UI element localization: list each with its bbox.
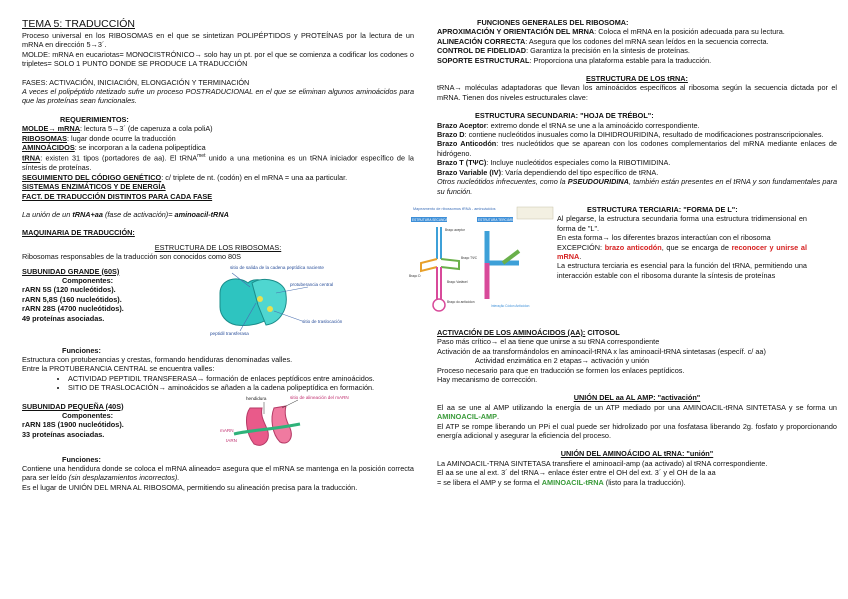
small-functions-label: Funciones: [62, 454, 101, 464]
label-cleft: hendidura [246, 395, 267, 401]
peptidyl-site-dot [257, 296, 263, 302]
large-subunit-diagram [190, 265, 390, 337]
large-func-bullet-2: • SITIO DE TRASLOCACIÓN→ aminoácidos se añaden a la cadena polipeptídica en formación. [68, 383, 414, 392]
req-codigo: SEGUIMIENTO DEL CÓDIGO GENÉTICO: c/ triplete de nt. (codón) en el mRNA = una aa particular. [22, 172, 348, 182]
small-components-label: Componentes: [62, 410, 114, 420]
large-components-label: Componentes: [62, 275, 114, 285]
label-exit-site: sitio de salida de la cadena peptídica naciente [230, 264, 324, 270]
tertiary-exception: EXCEPCIÓN: brazo anticodón, que se encarga de reconocer y unirse al mRNA. [557, 242, 807, 261]
trna-structure-text: tRNA→ moléculas adaptadoras que llevan los aminoácidos específicos al ribosoma según la secuencia dictada por el mRNA. Tienen dos niveles estructurales clave: [437, 83, 837, 102]
secondary-tag-label: ESTRUTURA SECUNDÁRIA [412, 217, 454, 222]
label-codon-interaction: Interação Códon Anticódon [491, 303, 530, 308]
secondary-structure-title: ESTRUCTURA SECUNDARIA: "HOJA DE TRÉBOL": [475, 111, 654, 121]
tertiary-p1: Al plegarse, la estructura secundaria forma una estructura tridimensional en forma de "L". [557, 214, 807, 233]
activation-l3: Actividad enzimática en 2 etapas→ activación y unión [475, 356, 650, 366]
req-factores: FACT. DE TRADUCCIÓN DISTINTOS PARA CADA FASE [22, 191, 213, 201]
activation-l5: Hay mecanismo de corrección. [437, 374, 538, 384]
large-subunit-block [22, 264, 414, 337]
func-item-2: ALINEACIÓN CORRECTA: Asegura que los codones del mRNA sean leídos en la secuencia correcta. [437, 36, 769, 46]
tertiary-structure-title: ESTRUCTURA TERCIARIA: "FORMA DE L": [587, 204, 738, 214]
phases-note: A veces el polipéptido ntetizado sufre un proceso POSTRADUCIONAL en el que se eliminan algunos aminoácidos para que las proteínas sean funcionales. [22, 87, 414, 106]
req-molde: MOLDE→ mRNA: lectura 5→3´ (de caperuza a cola poliA) [22, 124, 213, 134]
trna-fig-title: Mapeamento de ribossomos tRNA - aminoácidos [413, 206, 496, 211]
large-func-1: Estructura con protuberancias y crestas, formando hendiduras denominadas valles. [22, 354, 293, 364]
req-trna: tRNA: existen 31 tipos (portadores de aa). El tRNA$^{met}$ unido a una metionina es un tRNA iniciador específico de la síntesis de proteínas. [22, 153, 414, 173]
intro-paragraph: Proceso universal en los RIBOSOMAS en el que se sintetizan POLIPÉPTIDOS y PROTEÍNAS por la lectura de un mRNA en dirección 5→3´. [22, 31, 414, 50]
sec-item-d: Brazo D: contiene nucleótidos inusuales como la DIHIDROURIDINA, resultado de modificaciones postranscripcionales. [437, 130, 824, 140]
amp-union-l2: El ATP se rompe liberando un PPi el cual puede ser hidrolizado por una fosfatasa liberando 2g. fosfato y proporcionando energía adicional y asegurar la eficiencia del proceso. [437, 421, 837, 440]
right-column [409, 18, 838, 487]
large-functions-label: Funciones: [62, 345, 101, 355]
label-anticodon-arm: Braço do anticódon [447, 299, 475, 304]
large-func-2: Entre la PROTUBERANCIA CENTRAL se encuentra valles: [22, 364, 215, 374]
label-peptidyl-transferase: peptidil transferasa [210, 330, 249, 336]
small-subunit-title: SUBUNIDAD PEQUEÑA (40S) [22, 401, 124, 411]
activation-title: ACTIVACIÓN DE LOS AMINOÁCIDOS (AA): CITOSOL [437, 327, 620, 337]
req-ribosomas: RIBOSOMAS: lugar donde ocurre la traducción [22, 133, 176, 143]
func-item-4: SOPORTE ESTRUCTURAL: Proporciona una plataforma estable para la traducción. [437, 55, 712, 65]
large-func-bullet-1: • ACTIVIDAD PEPTIDIL TRANSFERASA→ formación de enlaces peptídicos entre aminoácidos. [68, 374, 414, 383]
leader-line-alignment [282, 400, 298, 408]
large-func-list [22, 374, 414, 393]
phases-title: FASES: ACTIVACIÓN, INICIACIÓN, ELONGACIÓN Y TERMINACIÓN [22, 77, 250, 87]
activation-l2: Activación de aa transformándolos en aminoacil-tRNA x las aminoacil-tRNA sintetasas (específ. c/ aa) [437, 346, 766, 356]
left-column [22, 18, 414, 492]
trna-legend-box [517, 207, 553, 219]
large-item-4: 49 proteínas asociadas. [22, 313, 105, 323]
translocation-site-dot [267, 306, 273, 312]
large-item-3: rARN 28S (4700 nucleótidos). [22, 304, 124, 314]
large-subunit-title: SUBUNIDAD GRANDE (60S) [22, 266, 120, 276]
trna-union-l1: La AMINOACIL-TRNA SINTETASA transfiere el aminoacil-amp (aa activado) al tRNA correspondiente. [437, 458, 768, 468]
tertiary-block [409, 204, 837, 323]
amp-union-l1: El aa se une al AMP utilizando la energía de un ATP mediado por una AMINOACIL-tRNA SINTETASA y se forma un AMINOACIL-AMP. [437, 402, 837, 422]
label-translocation: sitio de traslocación [302, 318, 343, 324]
sec-item-t: Brazo T (TΨC): Incluye nucleótidos especiales como la RIBOTIMIDINA. [437, 158, 671, 168]
label-alignment-site: sitio de alineación del mARN [290, 394, 349, 400]
maquinaria-title: MAQUINARIA DE TRADUCCIÓN: [22, 228, 135, 238]
label-acceptor-arm: Braço aceptor [445, 227, 465, 232]
sec-note: Otros nucleótidos infrecuentes, como la PSEUDOURIDINA, también están presentes en el tRNA y son fundamentales para su función. [437, 177, 838, 196]
tertiary-p3: La estructura terciaria es esencial para la función del tRNA, permitiendo una interacción estable con el ribosoma durante la síntesis de proteínas [557, 261, 807, 280]
label-d-arm: Braço D [409, 273, 421, 278]
ribosome-structure-text: Ribosomas responsables de la traducción son conocidos como 80S [22, 252, 242, 262]
small-subunit-block [22, 394, 414, 450]
label-variable-arm: Braço Variável [447, 279, 468, 284]
ribosome-small-body-right [272, 406, 291, 443]
large-item-2: rARN 5,8S (160 nucleótidos). [22, 294, 122, 304]
req-aminoacidos: AMINOÁCIDOS: se incorporan a la cadena polipeptídica [22, 143, 206, 153]
union-note: La unión de un tRNA+aa (fase de activación)= aminoacil-tRNA [22, 209, 229, 219]
label-trna: tARN [226, 437, 237, 443]
label-mrna: mARN [220, 427, 234, 433]
small-item-1: rARN 18S (1900 nucleótidos). [22, 420, 124, 430]
ribosome-structure-title: ESTRUCTURA DE LOS RIBOSOMAS: [154, 242, 282, 252]
label-t-arm: Braço TΨC [461, 255, 478, 260]
tertiary-tag-label: ESTRUTURA TERCIÁRIA [478, 217, 516, 222]
small-func-1: Contiene una hendidura donde se coloca el mRNA alineado= asegura que el mRNA se mantenga en la posición correcta para ser leído (sin desplazamientos incorrectos). [22, 463, 414, 483]
amp-union-title: UNIÓN DEL aa AL AMP: "activación" [573, 393, 701, 403]
sec-item-variable: Brazo Variable (IV): Varía dependiendo del tipo específico de tRNA. [437, 167, 659, 177]
label-central-protuberance: protuberancia central [290, 281, 334, 287]
sec-item-anticodon: Brazo Anticodón: tres nucleótidos que se aparean con los codones complementarios del mRNA mediante enlaces de hidrógeno. [437, 139, 837, 158]
molde-paragraph: MOLDE: mRNA en eucariotas= MONOCISTRÓNICO→ solo hay un pt. por el que se comienza a codificar los codones o tripletes= SOLO 1 PUNTO DONDE SE PRODUCE LA TRADUCCIÓN [22, 49, 414, 69]
sec-item-aceptor: Brazo Aceptor: extremo donde el tRNA se une a la aminoácido correspondiente. [437, 120, 700, 130]
large-item-1: rARN 5S (120 nucleótidos). [22, 285, 116, 295]
trna-structure-title: ESTRUCTURA DE LOS tRNA: [586, 74, 688, 84]
trna-union-l3: = se libera el AMP y se forma el AMINOACIL-tRNA (listo para la traducción). [437, 477, 686, 487]
trna-union-l2: El aa se une al ext. 3´ del tRNA→ enlace éster entre el OH del ext. 3´ y el OH de la aa [437, 468, 716, 478]
activation-l1: Paso más crítico→ el aa tiene que unirse a su tRNA correspondiente [437, 337, 660, 347]
requirements-title: REQUERIMIENTOS: [60, 114, 129, 124]
req-enzimas: SISTEMAS ENZIMÁTICOS Y DE ENERGÍA [22, 182, 166, 192]
activation-l4: Proceso necesario para que en traducción se formen los enlaces peptídicos. [437, 365, 685, 375]
ribosome-small-body-left [247, 408, 269, 445]
func-item-1: APROXIMACIÓN Y ORIENTACIÓN DEL MRNA: Coloca el mRNA en la posición adecuada para su lectura. [437, 27, 785, 37]
general-functions-title: FUNCIONES GENERALES DEL RIBOSOMA: [477, 18, 629, 27]
func-item-3: CONTROL DE FIDELIDAD: Garantiza la precisión en la síntesis de proteínas. [437, 46, 690, 56]
small-subunit-diagram [190, 394, 390, 450]
trna-union-title: UNIÓN DEL AMINOÁCIDO AL tRNA: "unión" [560, 449, 714, 459]
topic-title: TEMA 5: TRADUCCIÓN [22, 18, 135, 30]
tertiary-p2: En esta forma→ los diferentes brazos interactúan con el ribosoma [557, 233, 771, 243]
trna-diagram [407, 203, 555, 323]
small-func-2: Es el lugar de UNIÓN DEL MRNA AL RIBOSOMA, permitiendo su alineación precisa para la traducción. [22, 482, 358, 492]
small-item-2: 33 proteínas asociadas. [22, 429, 105, 439]
